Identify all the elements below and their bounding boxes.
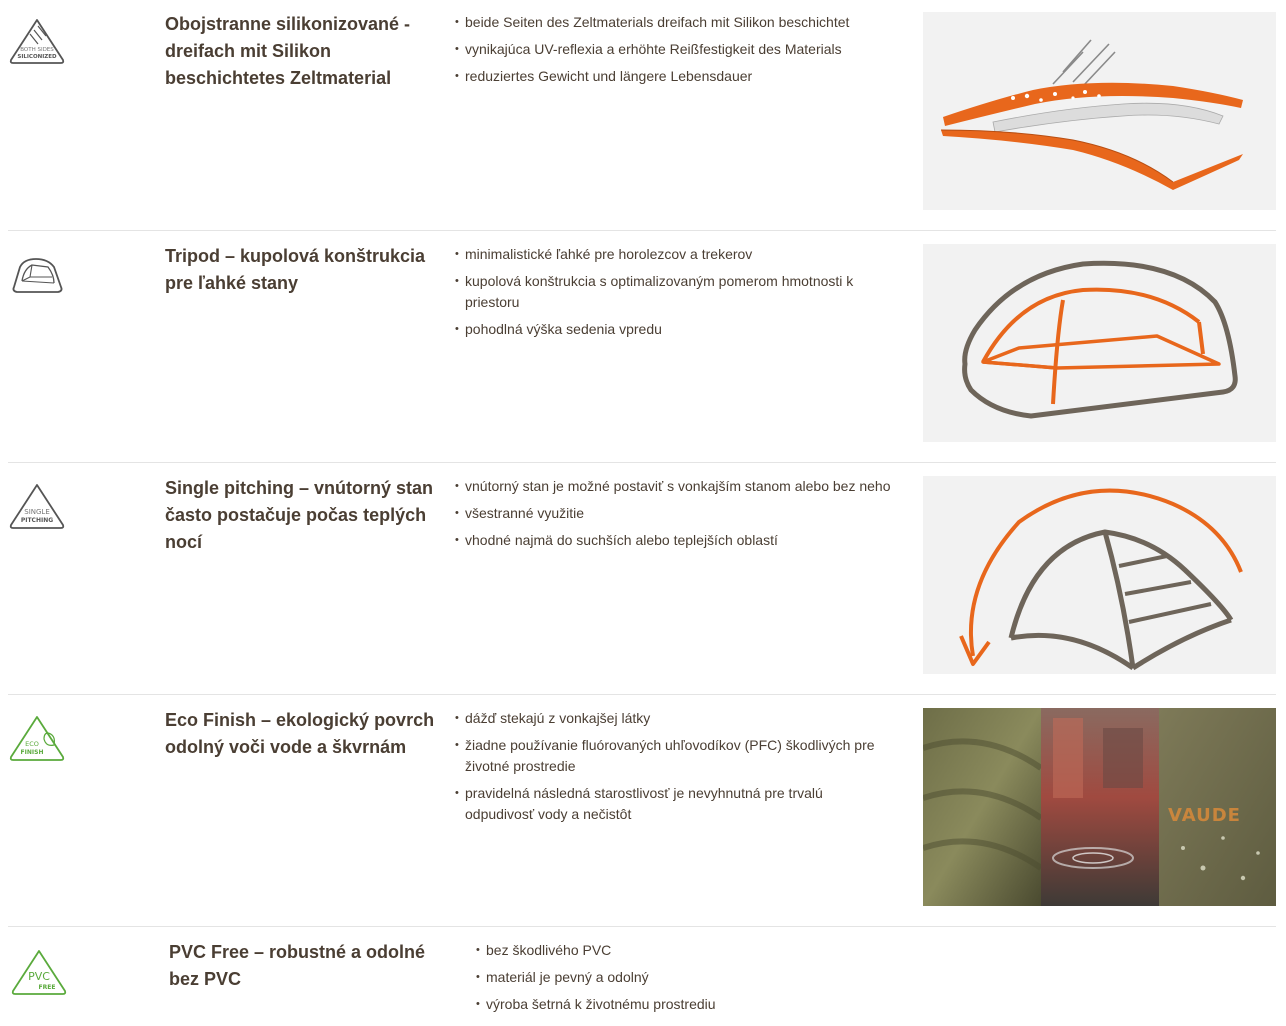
feature-title: Single pitching – vnútorný stan často postačuje počas teplých nocí	[165, 478, 434, 552]
vaude-logo: VAUDE	[1168, 805, 1241, 826]
feature-bullets	[455, 708, 895, 831]
feature-bullets	[476, 940, 916, 1021]
pvc-free-icon	[10, 947, 68, 1005]
eco-finish-icon	[8, 713, 66, 771]
feature-title: Obojstranne silikonizované - dreifach mit Silikon beschichtetes Zeltmaterial	[165, 14, 411, 88]
feature-bullets	[455, 244, 895, 346]
icon-text-bottom: SILICONIZED	[17, 54, 57, 60]
feature-bullets	[455, 476, 895, 557]
list-item: • žiadne používanie fluórovaných uhľovodíkov (PFC) škodlivých pre životné prostredie	[455, 735, 895, 777]
list-item: • materiál je pevný a odolný	[476, 967, 916, 988]
list-item: • beide Seiten des Zeltmaterials dreifach mit Silikon beschichtet	[455, 12, 895, 33]
list-item: • bez škodlivého PVC	[476, 940, 916, 961]
feature-title: Tripod – kupolová konštrukcia pre ľahké stany	[165, 246, 426, 293]
list-item: • vhodné najmä do suchších alebo teplejších oblastí	[455, 530, 895, 551]
dome-tent-frame-illustration	[923, 244, 1276, 442]
icon-text-top: ECO	[25, 740, 39, 748]
feature-row-eco-finish	[0, 695, 1286, 927]
icon-text-bottom: FREE	[38, 984, 56, 991]
siliconized-fabric-illustration	[923, 12, 1276, 210]
feature-row-single-pitching	[0, 463, 1286, 695]
list-item: • pohodlná výška sedenia vpredu	[455, 319, 895, 340]
icon-text-bottom: FINISH	[20, 749, 44, 756]
list-item: • výroba šetrná k životnému prostrediu	[476, 994, 916, 1015]
both-sides-siliconized-icon	[8, 16, 66, 74]
list-item: • minimalistické ľahké pre horolezcov a trekerov	[455, 244, 895, 265]
feature-row-pvc-free	[0, 927, 1286, 1026]
feature-title: Eco Finish – ekologický povrch odolný voči vode a škvrnám	[165, 710, 435, 757]
list-item: • vnútorný stan je možné postaviť s vonkajším stanom alebo bez neho	[455, 476, 895, 497]
icon-text-top: BOTH SIDES	[20, 47, 54, 53]
single-pitching-icon	[8, 481, 66, 539]
list-item: • kupolová konštrukcia s optimalizovaným pomerom hmotnosti k priestoru	[455, 271, 895, 313]
list-item: • dážď stekajú z vonkajšej látky	[455, 708, 895, 729]
feature-row-siliconized	[0, 0, 1286, 231]
tripod-tent-icon	[8, 247, 66, 305]
icon-text-bottom: PITCHING	[20, 517, 54, 524]
single-pitching-tent-illustration	[923, 476, 1276, 674]
feature-row-tripod	[0, 231, 1286, 463]
list-item: • vynikajúca UV-reflexia a erhöhte Reißfestigkeit des Materials	[455, 39, 895, 60]
icon-text-top: PVC	[28, 970, 50, 983]
list-item: • reduziertes Gewicht und längere Lebensdauer	[455, 66, 895, 87]
list-item: • všestranné využitie	[455, 503, 895, 524]
eco-finish-fabric-photo	[923, 708, 1276, 906]
feature-title: PVC Free – robustné a odolné bez PVC	[169, 942, 426, 989]
list-item: • pravidelná následná starostlivosť je nevyhnutná pre trvalú odpudivosť vody a nečistôt	[455, 783, 895, 825]
icon-text-top: SINGLE	[24, 508, 50, 516]
feature-bullets	[455, 12, 895, 93]
